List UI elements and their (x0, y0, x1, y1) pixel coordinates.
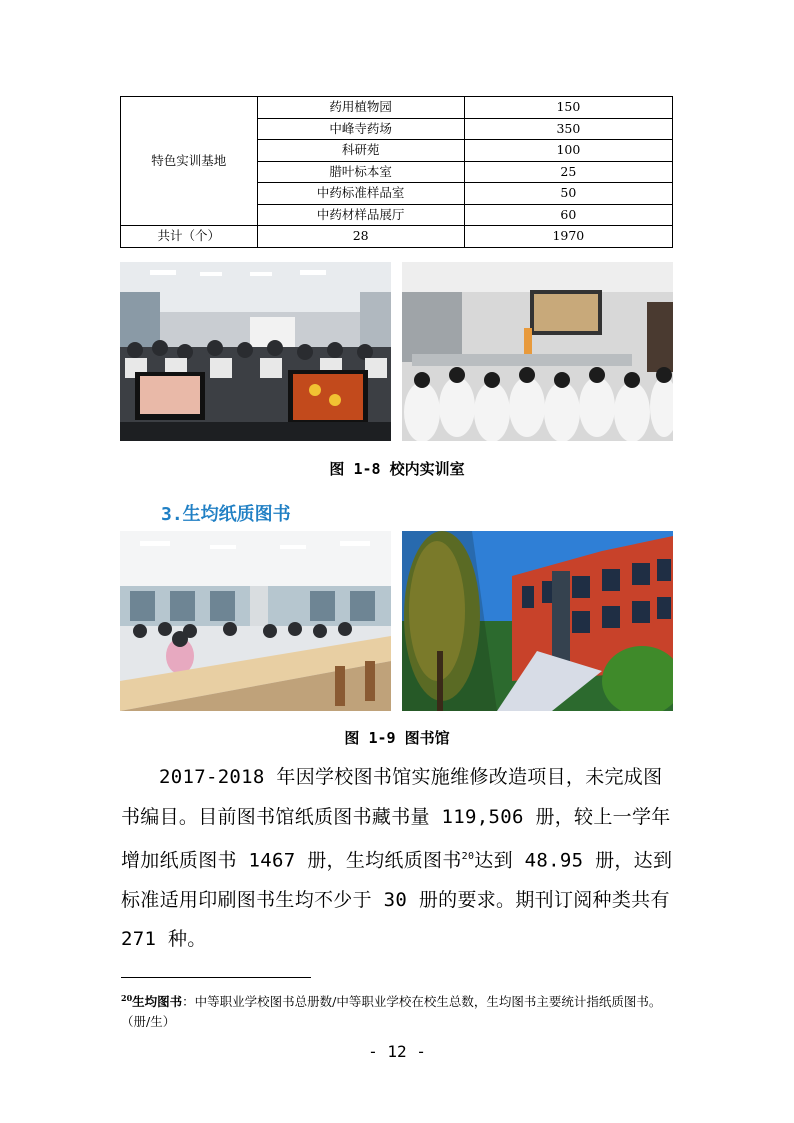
figure-caption: 图 1-9 图书馆 (344, 729, 450, 747)
table-cell-name: 药用植物园 (257, 97, 464, 119)
figure-caption: 图 1-8 校内实训室 (329, 460, 465, 478)
library-building-photo (402, 531, 673, 711)
total-label-cell: 共计（个） (121, 226, 258, 248)
table-cell-name: 科研苑 (257, 140, 464, 162)
body-paragraph (121, 758, 676, 960)
computer-lab-photo (120, 262, 391, 441)
table-cell-name: 腊叶标本室 (257, 161, 464, 183)
table-cell-value: 150 (464, 97, 672, 119)
paragraph-text: 2017-2018 年因学校图书馆实施维修改造项目，未完成图书编目。目前图书馆纸质图书藏书量 119,506 册，较上一学年增加纸质图书 1467 册，生均纸质图书 (121, 766, 671, 872)
table-cell-value: 100 (464, 140, 672, 162)
training-base-table (120, 96, 673, 248)
table-cell-value: 350 (464, 118, 672, 140)
table-total-row (121, 226, 673, 248)
section-heading: 3.生均纸质图书 (161, 504, 291, 525)
footnote-divider (121, 977, 311, 978)
table-cell-value: 60 (464, 204, 672, 226)
footnote-text: ：中等职业学校图书总册数/中等职业学校在校生总数，生均图书主要统计指纸质图书。（册/生） (121, 994, 662, 1030)
chemistry-lab-photo (402, 262, 673, 441)
table-row (121, 97, 673, 119)
footnote (121, 988, 676, 1032)
total-value-cell: 1970 (464, 226, 672, 248)
total-count-cell: 28 (257, 226, 464, 248)
table-cell-value: 25 (464, 161, 672, 183)
table-cell-value: 50 (464, 183, 672, 205)
group-label-cell: 特色实训基地 (121, 97, 258, 226)
reading-room-photo (120, 531, 391, 711)
table-cell-name: 中药材样品展厅 (257, 204, 464, 226)
footnote-label: 生均图书 (132, 994, 183, 1010)
footnote-marker: 20 (121, 993, 133, 1003)
table-cell-name: 中药标准样品室 (257, 183, 464, 205)
footnote-ref: 20 (461, 851, 475, 862)
page-number: - 12 - (368, 1042, 426, 1061)
table-cell-name: 中峰寺药场 (257, 118, 464, 140)
paragraph-text: 达到 48.95 册，达到标准适用印刷图书生均不少于 30 册的要求。期刊订阅种类共有 271 种。 (121, 849, 673, 951)
